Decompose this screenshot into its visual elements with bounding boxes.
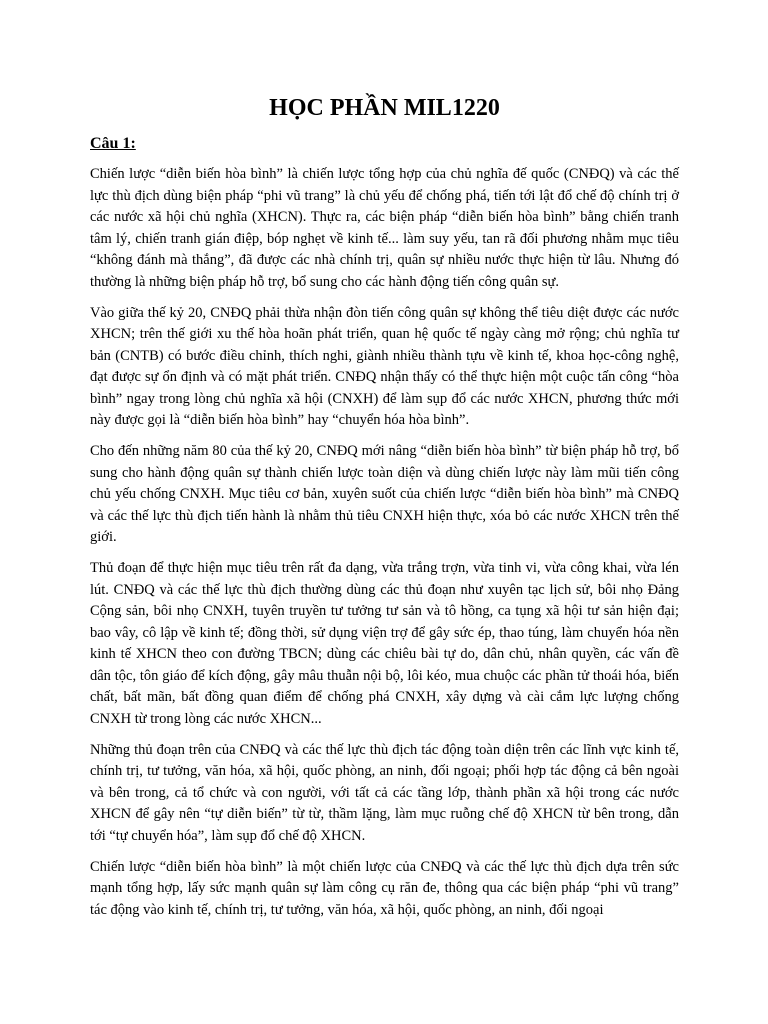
question-label: Câu 1: bbox=[90, 135, 136, 152]
paragraph-1: Chiến lược “diễn biến hòa bình” là chiến lược tổng hợp của chủ nghĩa đế quốc (CNĐQ) và các thế lực thù địch dùng biện pháp “phi vũ trang” là chủ yếu để chống phá, tiến tới lật đổ chế độ chính trị ở các nước xã hội chủ nghĩa (XHCN). Thực ra, các biện pháp “diễn biến hòa bình” bằng chiến tranh tâm lý, chiến tranh gián điệp, bóp nghẹt về kinh tế... làm suy yếu, tan rã đối phương nhằm mục tiêu “không đánh mà thắng”, đã được các nhà chính trị, quân sự nhiều nước thực hiện từ lâu. Nhưng đó thường là những biện pháp hỗ trợ, bổ sung cho các hành động tiến công quân sự. bbox=[90, 166, 679, 290]
paragraph-5: Những thủ đoạn trên của CNĐQ và các thế lực thù địch tác động toàn diện trên các lĩnh vực kinh tế, chính trị, tư tưởng, văn hóa, xã hội, quốc phòng, an ninh, đối ngoại; phối hợp tác động cả bên ngoài và bên trong, cả tổ chức và con người, với tất cả các tầng lớp, thành phần xã hội trong các nước XHCN để gây nên “tự diễn biến” từ từ, thầm lặng, làm mục ruỗng chế độ XHCN từ bên trong, dẫn tới “tự chuyển hóa”, làm sụp đổ chế độ XHCN. bbox=[90, 741, 679, 844]
paragraph-4: Thủ đoạn để thực hiện mục tiêu trên rất đa dạng, vừa trắng trợn, vừa tinh vi, vừa công khai, vừa lén lút. CNĐQ và các thế lực thù địch thường dùng các thủ đoạn như xuyên tạc lịch sử, bôi nhọ Đảng Cộng sản, bôi nhọ CNXH, tuyên truyền tư tưởng tư sản và tô hồng, ca tụng xã hội tư sản hiện đại; bao vây, cô lập về kinh tế; đồng thời, sử dụng viện trợ để gây sức ép, thao túng, làm chuyển hóa nền kinh tế XHCN theo con đường TBCN; dùng các chiêu bài tự do, dân chủ, nhân quyền, các vấn đề dân tộc, tôn giáo để kích động, gây mâu thuẫn nội bộ, lôi kéo, mua chuộc các phần tử thoái hóa, biến chất, bất mãn, bất đồng quan điểm để chống phá CNXH, xây dựng và cài cắm lực lượng chống CNXH từ trong lòng các nước XHCN... bbox=[90, 560, 679, 727]
document-title: HỌC PHẦN MIL1220 bbox=[269, 95, 500, 121]
paragraph-6: Chiến lược “diễn biến hòa bình” là một chiến lược của CNĐQ và các thế lực thù địch dựa trên sức mạnh tổng hợp, lấy sức mạnh quân sự làm công cụ răn đe, thông qua các biện pháp “phi vũ trang” tác động vào kinh tế, chính trị, tư tưởng, văn hóa, xã hội, quốc phòng, an ninh, đối ngoại bbox=[90, 858, 679, 918]
paragraph-2: Vào giữa thế kỷ 20, CNĐQ phải thừa nhận đòn tiến công quân sự không thể tiêu diệt được các nước XHCN; trên thế giới xu thế hòa hoãn phát triển, quan hệ quốc tế ngày càng mở rộng; chủ nghĩa tư bản (CNTB) có bước điều chỉnh, thích nghi, giành nhiều thành tựu về kinh tế, khoa học-công nghệ, đạt được sự ổn định và có mặt phát triển. CNĐQ nhận thấy có thể thực hiện một cuộc tấn công “hòa bình” ngay trong lòng chủ nghĩa xã hội (CNXH) để làm sụp đổ các nước XHCN, phương thức mới này được gọi là “diễn biến hòa bình” hay “chuyển hóa hòa bình”. bbox=[90, 304, 679, 428]
paragraph-3: Cho đến những năm 80 của thế kỷ 20, CNĐQ mới nâng “diễn biến hòa bình” từ biện pháp hỗ trợ, bổ sung cho hành động quân sự thành chiến lược toàn diện và dùng chiến lược này làm mũi tiến công chủ yếu chống CNXH. Mục tiêu cơ bản, xuyên suốt của chiến lược “diễn biến hòa bình” mà CNĐQ và các thế lực thù địch tiến hành là nhằm thủ tiêu CNXH hiện thực, xóa bỏ các nước XHCN trên thế giới. bbox=[90, 443, 679, 545]
